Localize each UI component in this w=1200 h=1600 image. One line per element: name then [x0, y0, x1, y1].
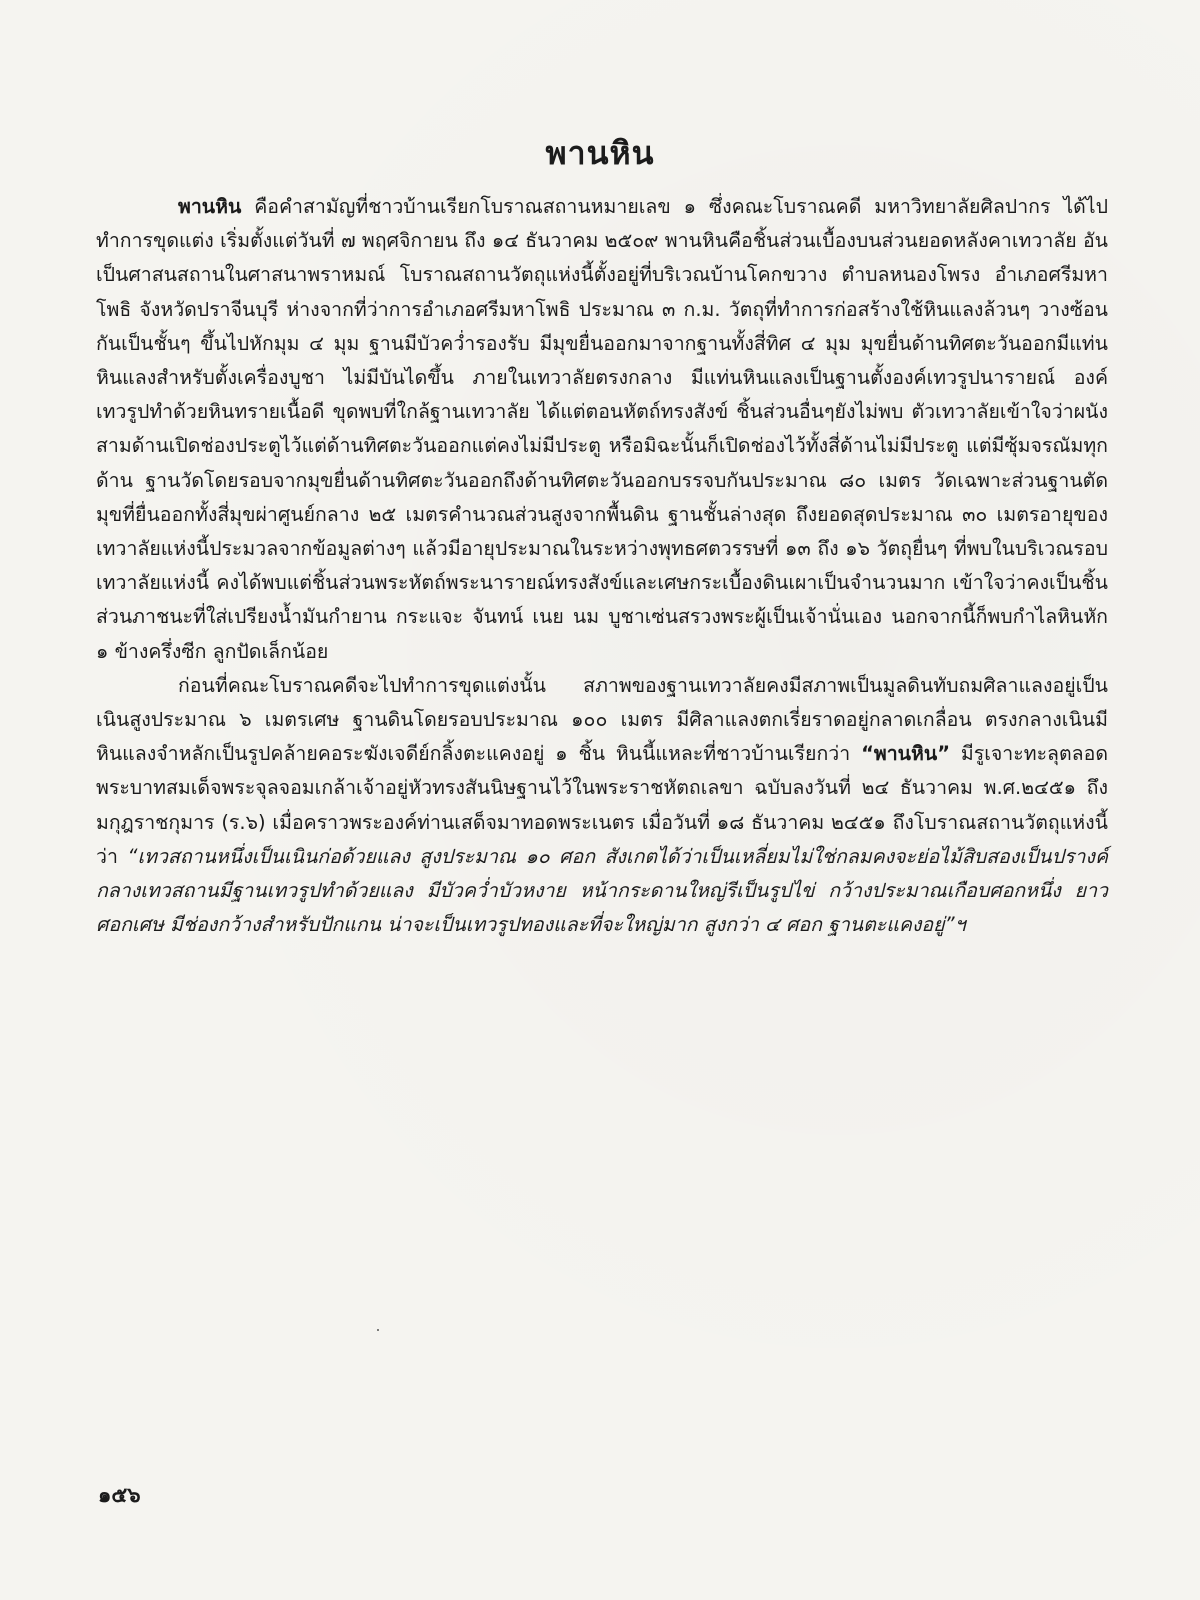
paragraph-1 — [96, 190, 1108, 669]
body-text — [96, 190, 1108, 942]
page-number: ๑๕๖ — [98, 1483, 141, 1507]
paragraph-2-text-after: มีรูเจาะทะลุตลอด พระบาทสมเด็จพระจุลจอมเกล้าเจ้าอยู่หัวทรงสันนิษฐานไว้ในพระราชหัตถเลขา ฉบับลงวันที่ ๒๔ ธันวาคม พ.ศ.๒๔๕๑ ถึงมกุฎราชกุมาร (ร.๖) เมื่อคราวพระองค์ท่านเสด็จมาทอดพระเนตร เมื่อวันที่ ๑๘ ธันวาคม ๒๔๕๑ ถึงโบราณสถานวัตถุแห่งนี้ว่า — [96, 742, 1108, 868]
paragraph-2-text-before: ก่อนที่คณะโบราณคดีจะไปทำการขุดแต่งนั้น สภาพของฐานเทวาลัยคงมีสภาพเป็นมูลดินทับถมศิลาแลงอยู่เป็นเนินสูงประมาณ ๖ เมตรเศษ ฐานดินโดยรอบประมาณ ๑๐๐ เมตร มีศิลาแลงตกเรี่ยราดอยู่กลาดเกลื่อน ตรงกลางเนินมีหินแลงจำหลักเป็นรูปคล้ายคอระฆังเจดีย์กลิ้งตะแคงอยู่ ๑ ชิ้น หินนี้แหละที่ชาวบ้านเรียกว่า — [96, 673, 1108, 766]
paragraph-2 — [96, 669, 1108, 943]
scan-speck — [377, 1329, 379, 1331]
lead-term: พานหิน — [178, 195, 242, 218]
paragraph-1-text: คือคำสามัญที่ชาวบ้านเรียกโบราณสถานหมายเลข ๑ ซึ่งคณะโบราณคดี มหาวิทยาลัยศิลปากร ได้ไปทำการขุดแต่ง เริ่มตั้งแต่วันที่ ๗ พฤศจิกายน ถึง ๑๔ ธันวาคม ๒๕๐๙ พานหินคือชิ้นส่วนเบื้องบนส่วนยอดหลังคาเทวาลัย อันเป็นศาสนสถานในศาสนาพราหมณ์ โบราณสถานวัตถุแห่งนี้ตั้งอยู่ที่บริเวณบ้านโคกขวาง ตำบลหนองโพรง อำเภอศรีมหาโพธิ จังหวัดปราจีนบุรี ห่างจากที่ว่าการอำเภอศรีมหาโพธิ ประมาณ ๓ ก.ม. วัตถุที่ทำการก่อสร้างใช้หินแลงล้วนๆ วางซ้อนกันเป็นชั้นๆ ขึ้นไปหักมุม ๔ มุม ฐานมีบัวคว่ำรองรับ มีมุขยื่นออกมาจากฐานทั้งสี่ทิศ ๔ มุม มุขยื่นด้านทิศตะวันออกมีแท่นหินแลงสำหรับตั้งเครื่องบูชา ไม่มีบันไดขึ้น ภายในเทวาลัยตรงกลาง มีแท่นหินแลงเป็นฐานตั้งองค์เทวรูปนารายณ์ องค์เทวรูปทำด้วยหินทรายเนื้อดี ขุดพบที่ใกล้ฐานเทวาลัย ได้แต่ตอนหัตถ์ทรงสังข์ ชิ้นส่วนอื่นๆยังไม่พบ ตัวเทวาลัยเข้าใจว่าผนังสามด้านเปิดช่องประตูไว้แต่ด้านทิศตะวันออกแต่คงไม่มีประตู หรือมิฉะนั้นก็เปิดช่องไว้ทั้งสี่ด้านไม่มีประตู แต่มีซุ้มจรณัมทุกด้าน ฐานวัดโดยรอบจากมุขยื่นด้านทิศตะวันออกถึงด้านทิศตะวันออกบรรจบกันประมาณ ๘๐ เมตร วัดเฉพาะส่วนฐานตัดมุขที่ยื่นออกทั้งสี่มุขผ่าศูนย์กลาง ๒๕ เมตรคำนวณส่วนสูงจากพื้นดิน ฐานชั้นล่างสุด ถึงยอดสุดประมาณ ๓๐ เมตรอายุของเทวาลัยแห่งนี้ประมวลจากข้อมูลต่างๆ แล้วมีอายุประมาณในระหว่างพุทธศตวรรษที่ ๑๓ ถึง ๑๖ วัตถุยื่นๆ ที่พบในบริเวณรอบเทวาลัยแห่งนี้ คงได้พบแต่ชิ้นส่วนพระหัตถ์พระนารายณ์ทรงสังข์และเศษกระเบื้องดินเผาเป็นจำนวนมาก เข้าใจว่าคงเป็นชิ้นส่วนภาชนะที่ใส่เปรียงน้ำมันกำยาน กระแจะ จันทน์ เนย นม บูชาเซ่นสรวงพระผู้เป็นเจ้านั่นเอง นอกจากนี้ก็พบกำไลหินหัก ๑ ข้างครึ่งซีก ลูกปัดเล็กน้อย — [96, 195, 1108, 663]
royal-quote: “เทวสถานหนึ่งเป็นเนินก่อด้วยแลง สูงประมาณ ๑๐ ศอก สังเกตได้ว่าเป็นเหลี่ยมไม่ใช่กลมคงจะย่อไม้สิบสองเป็นปรางค์ กลางเทวสถานมีฐานเทวรูปทำด้วยแลง มีบัวคว่ำบัวหงาย หน้ากระดานใหญ่รีเป็นรูปไข่ กว้างประมาณเกือบศอกหนึ่ง ยาวศอกเศษ มีช่องกว้างสำหรับปักแกน น่าจะเป็นเทวรูปทองและที่จะใหญ่มาก สูงกว่า ๔ ศอก ฐานตะแคงอยู่”ฯ — [96, 844, 1108, 937]
page-title: พานหิน — [545, 134, 655, 172]
term-phan-hin: “พานหิน” — [861, 742, 951, 766]
